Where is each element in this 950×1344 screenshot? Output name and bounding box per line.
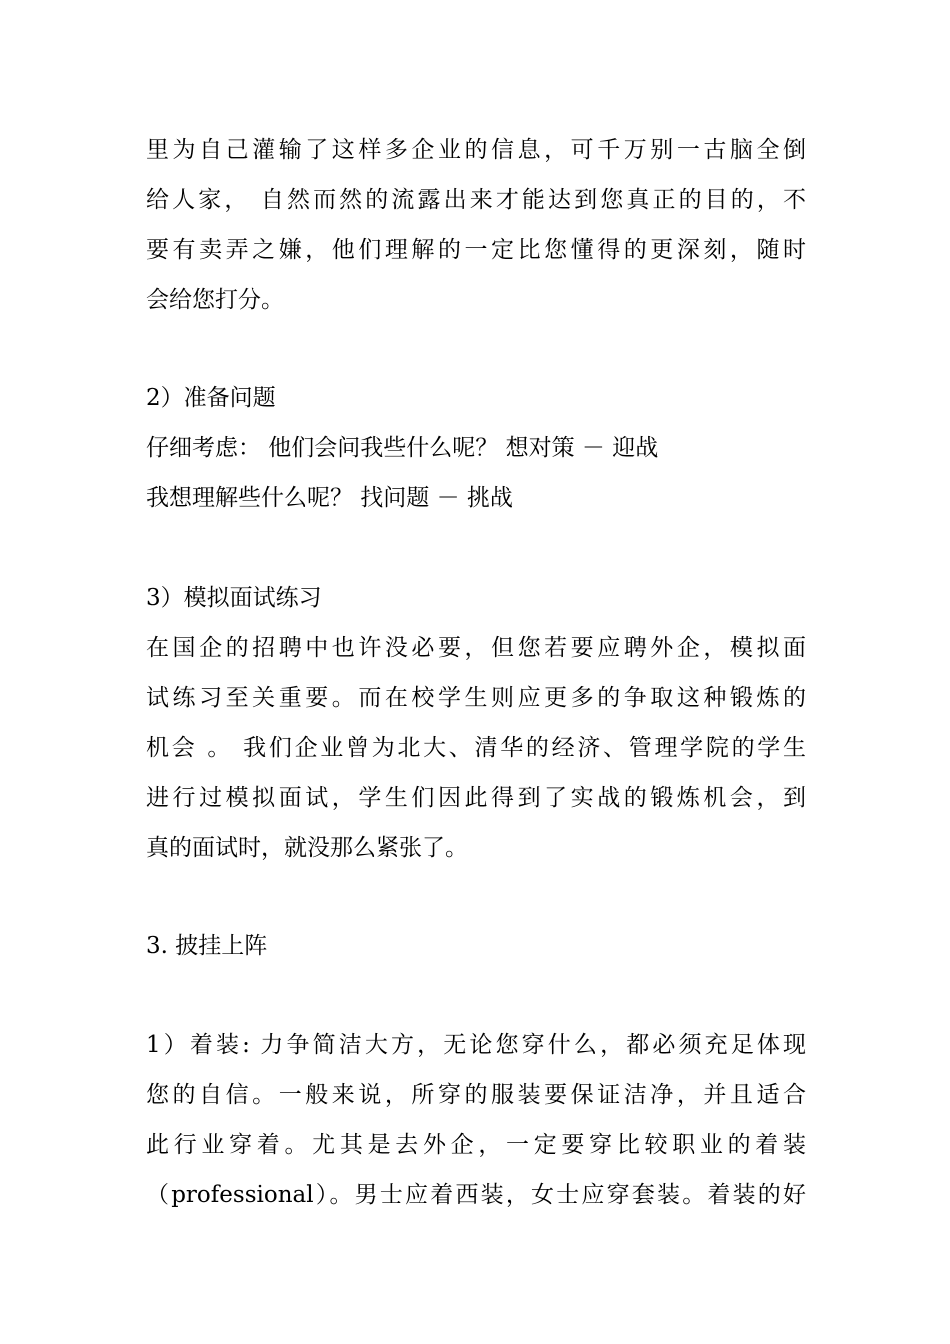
section-heading: 2）准备问题 (146, 385, 276, 411)
paragraph-line: 我想理解些什么呢？ 找问题 － 挑战 (146, 485, 513, 511)
paragraph-line: 真的面试时，就没那么紧张了。 (146, 835, 468, 861)
paragraph-line: 会给您打分。 (146, 287, 284, 313)
paragraph-line: 1）着装: 力争简洁大方，无论您穿什么，都必须充足体现 (146, 1032, 806, 1058)
paragraph-line: 您的自信。一般来说，所穿的服装要保证洁净，并且适合 (146, 1082, 806, 1108)
paragraph-line: 试练习至关重要。而在校学生则应更多的争取这种锻炼的 (146, 685, 806, 711)
paragraph-line: 在国企的招聘中也许没必要，但您若要应聘外企，模拟面 (146, 635, 806, 661)
paragraph-line: 机会 。 我们企业曾为北大、清华的经济、管理学院的学生 (146, 735, 806, 761)
paragraph-line: 要有卖弄之嫌，他们理解的一定比您懂得的更深刻，随时 (146, 237, 806, 263)
paragraph-line: 此行业穿着。尤其是去外企，一定要穿比较职业的着装 (146, 1132, 806, 1158)
paragraph-line: 进行过模拟面试，学生们因此得到了实战的锻炼机会，到 (146, 785, 806, 811)
paragraph-line: （professional）。男士应着西装，女士应穿套装。着装的好 (146, 1182, 806, 1208)
paragraph-line: 给人家， 自然而然的流露出来才能达到您真正的目的，不 (146, 187, 806, 213)
section-heading: 3. 披挂上阵 (146, 933, 268, 959)
section-heading: 3）模拟面试练习 (146, 585, 322, 611)
paragraph-line: 里为自己灌输了这样多企业的信息，可千万别一古脑全倒 (146, 137, 806, 163)
paragraph-line: 仔细考虑： 他们会问我些什么呢？ 想对策 － 迎战 (146, 435, 659, 461)
